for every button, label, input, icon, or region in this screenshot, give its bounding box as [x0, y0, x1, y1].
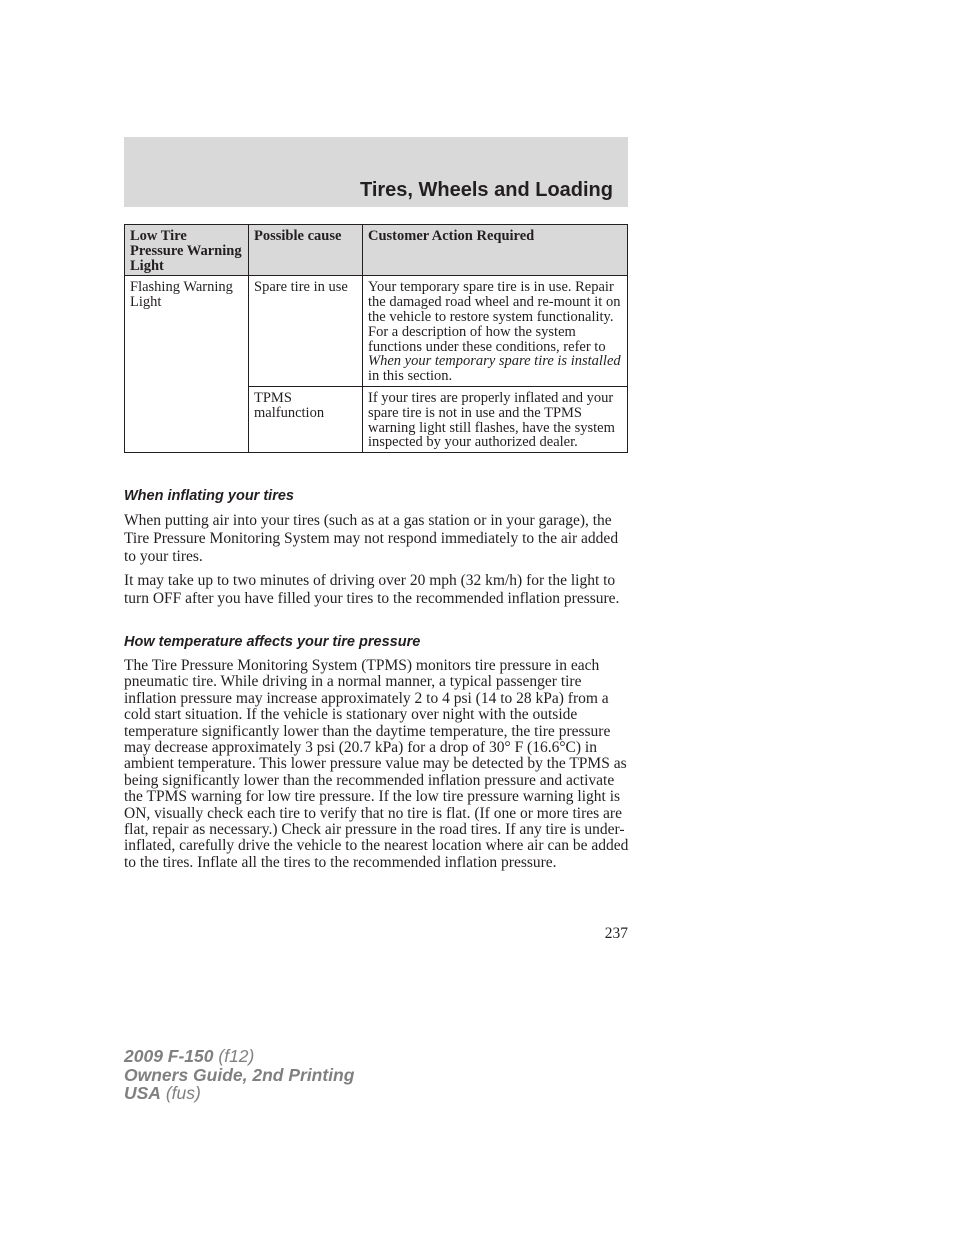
warning-light-table — [124, 224, 628, 453]
paragraph: It may take up to two minutes of driving over 20 mph (32 km/h) for the light to turn OFF after you have filled your tires to the recommended inflation pressure. — [124, 572, 620, 607]
action-cell — [363, 276, 628, 387]
header-possible-cause: Possible cause — [249, 225, 363, 276]
action-text-end: in this section. — [368, 368, 453, 385]
page-number: 237 — [604, 925, 628, 942]
action-text: Your temporary spare tire is in use. Repair the damaged road wheel and re-mount it on the vehicle to restore system functionality. For a description of how the system functions under these conditions, refer to — [368, 279, 621, 355]
paragraph: When putting air into your tires (such as at a gas station or in your garage), the Tire Pressure Monitoring System may not respond immediately to the air added to your tires. — [124, 512, 619, 565]
indicator-cell: Flashing Warning Light — [125, 276, 249, 453]
cause-cell: TPMS malfunction — [249, 386, 363, 452]
header-customer-action: Customer Action Required — [363, 225, 628, 276]
header-warning-light: Low Tire Pressure Warning Light — [125, 225, 249, 276]
footer-line-market: USA (fus) — [124, 1083, 201, 1103]
header-band — [124, 137, 628, 207]
page-title: Tires, Wheels and Loading — [359, 179, 613, 201]
table-row — [125, 276, 628, 387]
footer-line-guide: Owners Guide, 2nd Printing — [124, 1064, 355, 1085]
footer — [124, 1047, 354, 1103]
table-header-row — [125, 225, 628, 276]
section-heading-temperature: How temperature affects your tire pressure — [124, 634, 421, 650]
paragraph: The Tire Pressure Monitoring System (TPMS) monitors tire pressure in each pneumatic tire. While driving in a normal manner, a typical passenger tire inflation pressure may increase approximately 2 to 4 psi (14 to 28 kPa) from a cold start situation. If the vehicle is stationary over night with the outside temperature significantly lower than the daytime temperature, the tire pressure may decrease approximately 3 psi (20.7 kPa) for a drop of 30° F (16.6°C) in ambient temperature. This lower pressure value may be detected by the TPMS as being significantly lower than the recommended inflation pressure and activate the TPMS warning for low tire pressure. If the low tire pressure warning light is ON, visually check each tire to verify that no tire is flat. (If one or more tires are flat, repair as necessary.) Check air pressure in the road tires. If any tire is under-inflated, carefully drive the vehicle to the nearest location where air can be added to the tires. Inflate all the tires to the recommended inflation pressure. — [124, 657, 629, 871]
action-reference: When your temporary spare tire is installed — [368, 353, 621, 370]
cause-cell: Spare tire in use — [249, 276, 363, 387]
action-cell: If your tires are properly inflated and your spare tire is not in use and the TPMS warning light still flashes, have the system inspected by your authorized dealer. — [363, 386, 628, 452]
footer-line-model: 2009 F-150 (f12) — [124, 1046, 255, 1066]
section-heading-inflating: When inflating your tires — [124, 488, 294, 504]
